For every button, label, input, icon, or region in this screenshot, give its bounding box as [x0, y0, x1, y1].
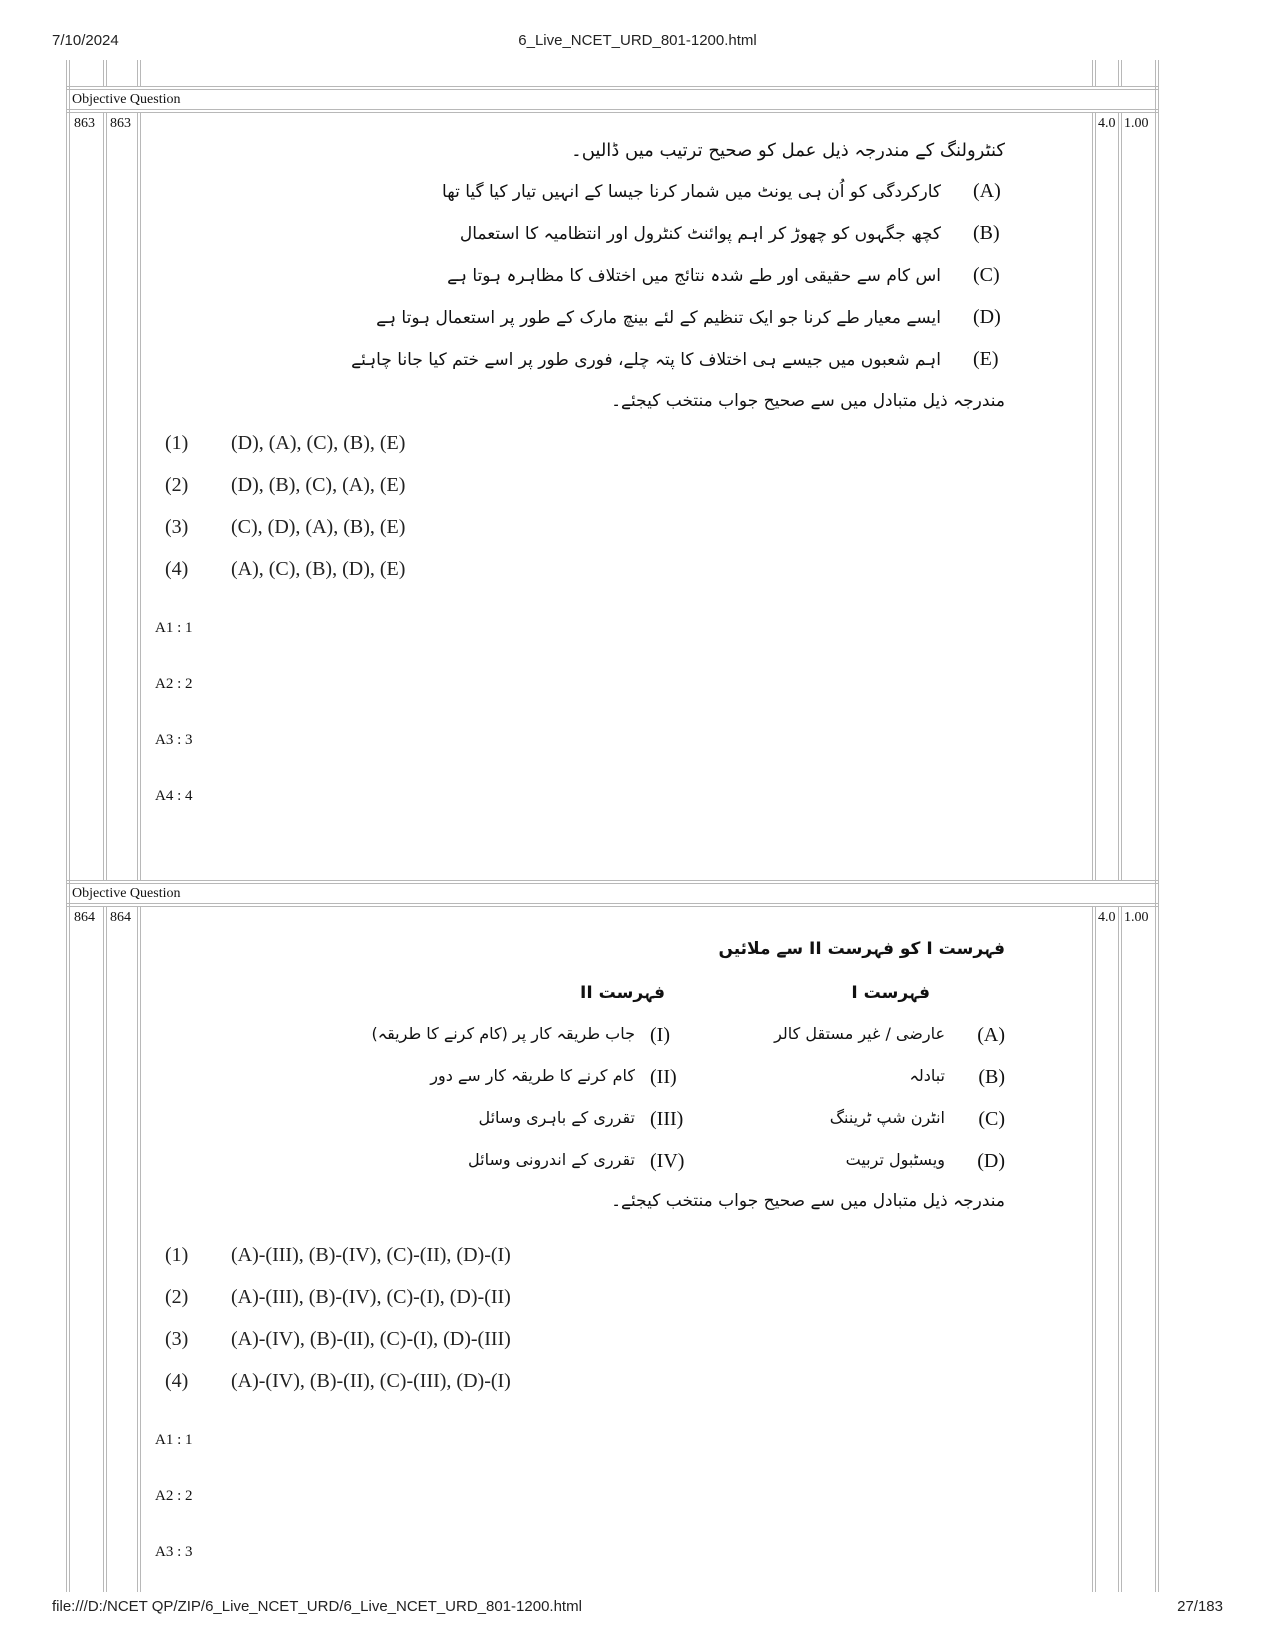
- list-1-tag: (B): [978, 1066, 1005, 1088]
- grid-line: [137, 906, 138, 1592]
- serial-number: 863: [74, 116, 95, 131]
- statement-text: اس کام سے حقیقی اور طے شدہ نتائج میں اختلاف کا مظاہرہ ہوتا ہے: [447, 266, 941, 286]
- serial-number: 864: [74, 910, 95, 925]
- option-text: (A)-(III), (B)-(IV), (C)-(I), (D)-(II): [231, 1286, 511, 1308]
- grid-line: [66, 86, 1158, 87]
- grid-line: [66, 109, 1158, 110]
- match-row: [0, 1150, 1275, 1180]
- grid-line: [66, 880, 1158, 881]
- answer-option: [165, 474, 405, 497]
- option-number: (4): [165, 558, 189, 580]
- statement-tag: (D): [973, 306, 1001, 328]
- grid-line: [106, 906, 107, 1592]
- answer-key: A1 : 1: [155, 620, 193, 636]
- file-path: file:///D:/NCET QP/ZIP/6_Live_NCET_URD/6_Live_NCET_URD_801-1200.html: [52, 1598, 582, 1615]
- option-number: (3): [165, 516, 189, 538]
- question-id: 864: [110, 910, 131, 925]
- statement-tag: (A): [973, 180, 1001, 202]
- grid-line: [1095, 906, 1096, 1592]
- list-2-heading: فہرست II: [580, 983, 665, 1003]
- grid-line: [66, 89, 1158, 90]
- grid-line: [106, 60, 107, 86]
- answer-key: A2 : 2: [155, 676, 193, 692]
- grid-line: [1092, 60, 1093, 86]
- page-number: 27/183: [1177, 1598, 1223, 1615]
- statement-tag: (C): [973, 264, 1000, 286]
- list-1-tag: (C): [978, 1108, 1005, 1130]
- grid-line: [137, 112, 138, 880]
- list-1-heading: فہرست I: [851, 983, 930, 1003]
- grid-line: [66, 903, 1158, 904]
- statement-item: [351, 348, 1005, 371]
- statement-text: ایسے معیار طے کرنا جو ایک تنظیم کے لئے بینچ مارک کے طور پر استعمال ہوتا ہے: [376, 308, 941, 328]
- grid-line: [140, 60, 141, 86]
- grid-line: [66, 883, 1158, 884]
- grid-line: [103, 60, 104, 86]
- grid-line: [1118, 60, 1119, 86]
- answer-option: [165, 1328, 511, 1351]
- grid-line: [1155, 60, 1156, 1592]
- statement-item: [460, 222, 1005, 245]
- statement-text: اہم شعبوں میں جیسے ہی اختلاف کا پتہ چلے، فوری طور پر اسے ختم کیا جانا چاہئے: [351, 350, 941, 370]
- instruction: مندرجہ ذیل متبادل میں سے صحیح جواب منتخب کیجئے۔: [611, 1191, 1005, 1211]
- marks: 4.0: [1098, 116, 1116, 131]
- answer-option: [165, 516, 405, 539]
- statement-text: کارکردگی کو اُن ہی یونٹ میں شمار کرنا جیسا کے انہیں تیار کیا گیا تھا: [442, 182, 941, 202]
- grid-line: [1095, 112, 1096, 880]
- match-row: [0, 1108, 1275, 1138]
- grid-line: [1118, 112, 1119, 880]
- option-number: (2): [165, 474, 189, 496]
- answer-option: [165, 1370, 511, 1393]
- statement-item: [447, 264, 1005, 287]
- option-text: (D), (B), (C), (A), (E): [231, 474, 406, 496]
- grid-line: [140, 112, 141, 880]
- answer-key: A2 : 2: [155, 1488, 193, 1504]
- option-text: (A)-(IV), (B)-(II), (C)-(I), (D)-(III): [231, 1328, 511, 1350]
- option-number: (2): [165, 1286, 189, 1308]
- option-number: (1): [165, 432, 189, 454]
- grid-line: [1092, 906, 1093, 1592]
- grid-line: [103, 906, 104, 1592]
- match-row: [0, 1066, 1275, 1096]
- answer-option: [165, 432, 405, 455]
- marks: 4.0: [1098, 910, 1116, 925]
- list-1-tag: (D): [977, 1150, 1005, 1172]
- grid-line: [1095, 60, 1096, 86]
- answer-option: [165, 1244, 511, 1267]
- negative-marks: 1.00: [1124, 116, 1149, 131]
- grid-line: [66, 906, 1158, 907]
- statement-item: [442, 180, 1005, 203]
- grid-line: [1118, 906, 1119, 1592]
- list-1-text: تبادلہ: [909, 1066, 945, 1085]
- print-date: 7/10/2024: [52, 32, 119, 49]
- grid-line: [1158, 60, 1159, 1592]
- grid-line: [103, 112, 104, 880]
- grid-line: [66, 60, 67, 1592]
- print-title: 6_Live_NCET_URD_801-1200.html: [518, 32, 757, 49]
- list-2-tag: (III): [650, 1108, 684, 1130]
- statement-tag: (E): [973, 348, 999, 370]
- negative-marks: 1.00: [1124, 910, 1149, 925]
- option-text: (D), (A), (C), (B), (E): [231, 432, 406, 454]
- grid-line: [106, 112, 107, 880]
- option-number: (1): [165, 1244, 189, 1266]
- list-2-text: جاب طریقہ کار پر (کام کرنے کا طریقہ): [371, 1024, 635, 1043]
- match-row: [0, 1024, 1275, 1054]
- statement-text: کچھ جگہوں کو چھوڑ کر اہم پوائنٹ کنٹرول اور انتظامیہ کا استعمال: [459, 224, 941, 244]
- instruction: مندرجہ ذیل متبادل میں سے صحیح جواب منتخب کیجئے۔: [611, 391, 1005, 411]
- statement-item: [376, 306, 1005, 329]
- option-text: (C), (D), (A), (B), (E): [231, 516, 406, 538]
- grid-line: [137, 60, 138, 86]
- list-2-text: تقرری کے اندرونی وسائل: [468, 1150, 635, 1169]
- list-1-text: ویسٹبول تربیت: [845, 1150, 945, 1169]
- option-number: (4): [165, 1370, 189, 1392]
- answer-key: A3 : 3: [155, 732, 193, 748]
- option-text: (A), (C), (B), (D), (E): [231, 558, 406, 580]
- grid-line: [1092, 112, 1093, 880]
- answer-key: A3 : 3: [155, 1544, 193, 1560]
- answer-key: A4 : 4: [155, 788, 193, 804]
- list-2-tag: (II): [650, 1066, 677, 1088]
- question-id: 863: [110, 116, 131, 131]
- grid-line: [140, 906, 141, 1592]
- option-number: (3): [165, 1328, 189, 1350]
- list-2-tag: (I): [650, 1024, 670, 1046]
- answer-key: A1 : 1: [155, 1432, 193, 1448]
- list-1-text: عارضی / غیر مستقل کالر: [774, 1024, 945, 1043]
- grid-line: [69, 60, 70, 1592]
- list-2-text: تقرری کے باہری وسائل: [478, 1108, 635, 1127]
- grid-line: [66, 112, 1158, 113]
- list-2-tag: (IV): [650, 1150, 685, 1172]
- grid-line: [1121, 112, 1122, 880]
- grid-line: [1121, 906, 1122, 1592]
- section-label: Objective Question: [72, 92, 181, 107]
- list-1-tag: (A): [977, 1024, 1005, 1046]
- list-2-text: کام کرنے کا طریقہ کار سے دور: [430, 1066, 635, 1085]
- option-text: (A)-(IV), (B)-(II), (C)-(III), (D)-(I): [231, 1370, 511, 1392]
- statement-tag: (B): [973, 222, 1000, 244]
- question-stem: کنٹرولنگ کے مندرجہ ذیل عمل کو صحیح ترتیب میں ڈالیں۔: [571, 140, 1005, 161]
- grid-line: [1121, 60, 1122, 86]
- answer-option: [165, 1286, 511, 1309]
- section-label: Objective Question: [72, 886, 181, 901]
- option-text: (A)-(III), (B)-(IV), (C)-(II), (D)-(I): [231, 1244, 511, 1266]
- answer-option: [165, 558, 405, 581]
- list-1-text: انٹرن شپ ٹریننگ: [829, 1108, 945, 1127]
- question-stem: فہرست I کو فہرست II سے ملائیں: [718, 939, 1005, 959]
